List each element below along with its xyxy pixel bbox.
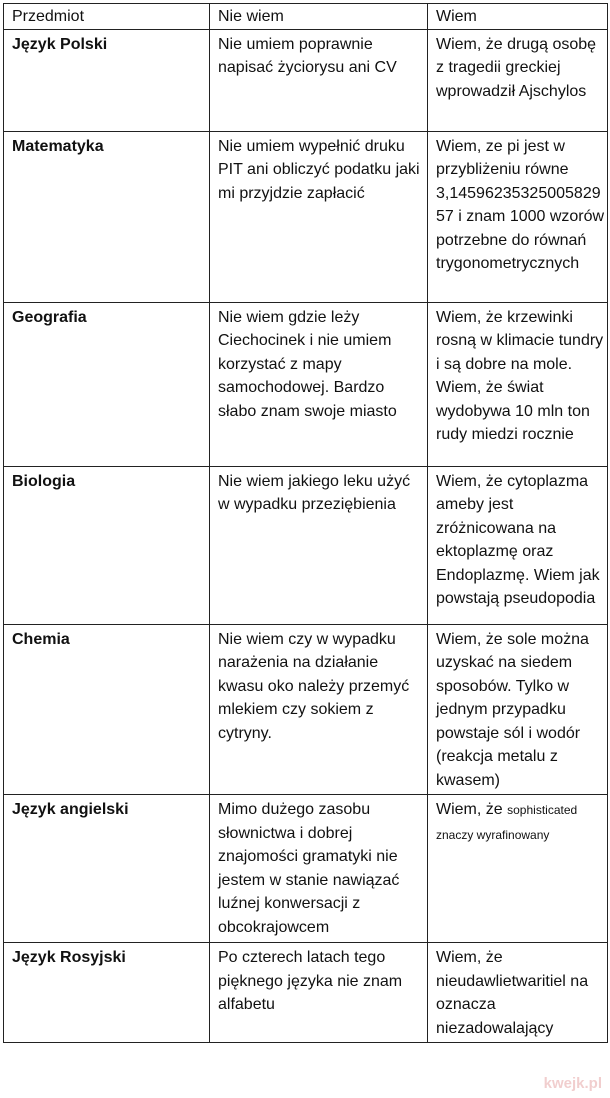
table-row [4,466,608,624]
know-cell [428,795,608,943]
header-dont-know: Nie wiem [210,4,428,30]
know-cell: Wiem, że drugą osobę z tragedii greckiej wprowadził Ajschylos [428,29,608,131]
know-cell: Wiem, że krzewinki rosną w klimacie tundry i są dobre na mole. Wiem, że świat wydobywa 10 mln ton rudy miedzi rocznie [428,302,608,466]
subject-cell: Biologia [4,466,210,624]
know-cell: Wiem, że cytoplazma ameby jest zróżnicowana na ektoplazmę oraz Endoplazmę. Wiem jak powstają pseudopodia [428,466,608,624]
dont-know-cell: Po czterech latach tego pięknego języka nie znam alfabetu [210,943,428,1043]
know-small-text: sophisticated znaczy wyrafinowany [436,803,578,842]
know-cell: Wiem, że nieudawlietwaritiel na oznacza niezadowalający [428,943,608,1043]
know-cell: Wiem, że sole można uzyskać na siedem sposobów. Tylko w jednym przypadku powstaje sól i wodór (reakcja metalu z kwasem) [428,624,608,795]
subject-cell: Matematyka [4,131,210,302]
subject-cell: Język Polski [4,29,210,131]
table-row [4,29,608,131]
dont-know-cell: Nie wiem jakiego leku użyć w wypadku przeziębienia [210,466,428,624]
know-prefix: Wiem, że [436,801,503,818]
dont-know-cell: Nie umiem poprawnie napisać życiorysu ani CV [210,29,428,131]
table-row [4,943,608,1043]
table-row [4,302,608,466]
subject-cell: Język angielski [4,795,210,943]
table-row [4,624,608,795]
know-cell: Wiem, ze pi jest w przybliżeniu równe 3,1459623532500582957 i znam 1000 wzorów potrzebne do równań trygonometrycznych [428,131,608,302]
header-row [4,4,608,30]
subject-cell: Język Rosyjski [4,943,210,1043]
header-subject: Przedmiot [4,4,210,30]
dont-know-cell: Nie umiem wypełnić druku PIT ani obliczyć podatku jaki mi przyjdzie zapłacić [210,131,428,302]
table-row [4,131,608,302]
dont-know-cell: Nie wiem gdzie leży Ciechocinek i nie umiem korzystać z mapy samochodowej. Bardzo słabo znam swoje miasto [210,302,428,466]
header-know: Wiem [428,4,608,30]
subject-cell: Geografia [4,302,210,466]
knowledge-table [3,3,608,1043]
dont-know-cell: Nie wiem czy w wypadku narażenia na działanie kwasu oko należy przemyć mlekiem czy sokiem z cytryny. [210,624,428,795]
watermark: kwejk.pl [543,1075,602,1092]
dont-know-cell: Mimo dużego zasobu słownictwa i dobrej znajomości gramatyki nie jestem w stanie nawiązać luźnej konwersacji z obcokrajowcem [210,795,428,943]
table-row [4,795,608,943]
subject-cell: Chemia [4,624,210,795]
